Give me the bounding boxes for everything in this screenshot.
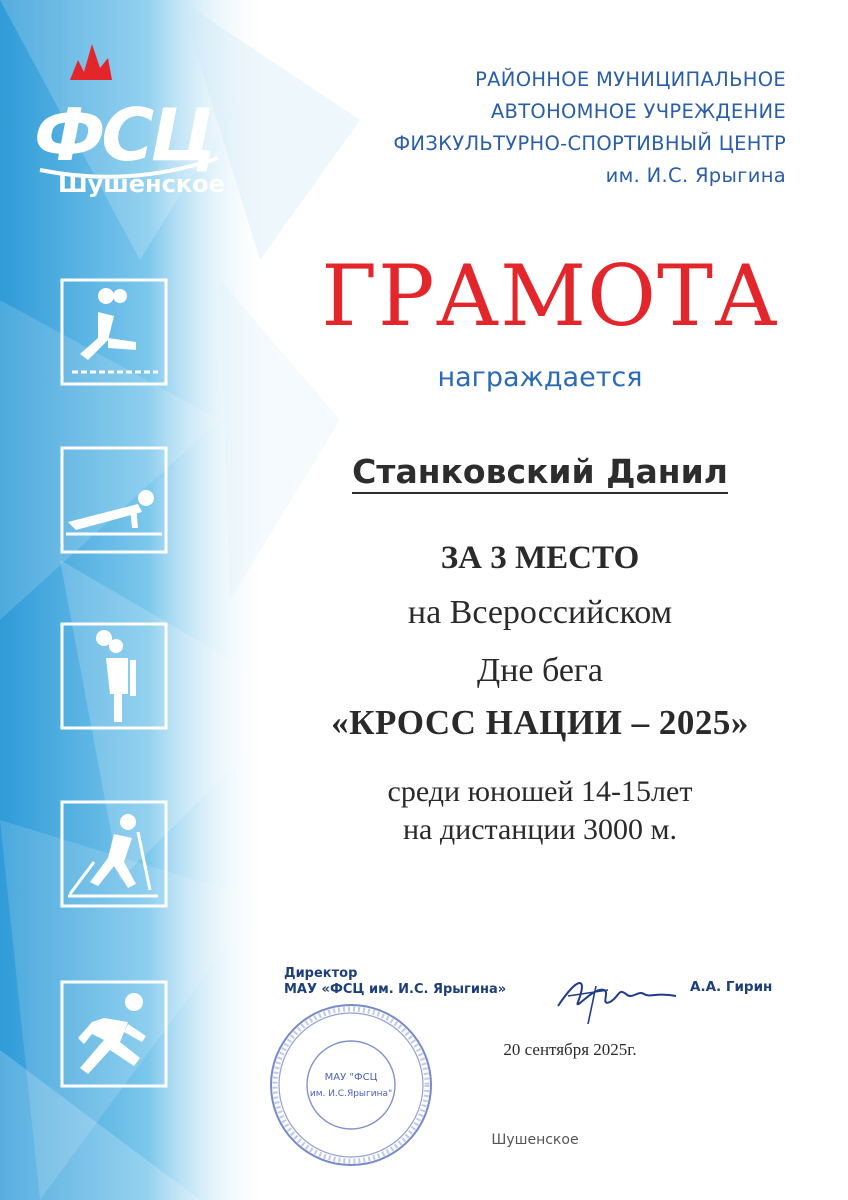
event-line-2: Дне бега xyxy=(477,652,603,689)
org-line-4: им. И.С. Ярыгина xyxy=(605,164,786,187)
logo-text: ФСЦ xyxy=(34,93,214,177)
skier-icon xyxy=(58,798,170,910)
runner-icon xyxy=(58,978,170,1090)
org-line-2: АВТОНОМНОЕ УЧРЕЖДЕНИЕ xyxy=(490,100,786,123)
distance-line: на дистанции 3000 м. xyxy=(403,813,677,846)
city-name: Шушенское xyxy=(491,1132,579,1148)
place-line: ЗА 3 МЕСТО xyxy=(440,540,640,576)
director-block xyxy=(284,966,506,998)
recipient-name: Станковский Данил xyxy=(280,450,800,494)
category-line: среди юношей 14-15лет xyxy=(387,775,693,808)
kettlebell-lifter-icon xyxy=(58,620,170,732)
director-name: А.А. Гирин xyxy=(690,979,773,995)
organization-header xyxy=(316,64,786,192)
director-role: Директор xyxy=(284,966,358,981)
event-line-1: на Всероссийском xyxy=(407,594,673,631)
volleyball-player-icon xyxy=(58,276,170,388)
issue-date: 20 сентября 2025г. xyxy=(503,1040,637,1059)
event-name: «КРОСС НАЦИИ – 2025» xyxy=(331,703,749,742)
awarded-label: награждается xyxy=(437,362,643,393)
org-line-3: ФИЗКУЛЬТУРНО-СПОРТИВНЫЙ ЦЕНТР xyxy=(393,132,786,155)
stamp-line-2: им. И.С.Ярыгина" xyxy=(309,1089,393,1099)
stamp-line-1: МАУ "ФСЦ xyxy=(324,1072,378,1083)
org-line-1: РАЙОННОЕ МУНИЦИПАЛЬНОЕ xyxy=(475,68,786,91)
fsc-logo xyxy=(30,38,230,203)
push-up-icon xyxy=(58,444,170,556)
official-stamp xyxy=(266,1000,436,1170)
certificate-title: ГРАМОТА xyxy=(321,247,779,345)
handwritten-signature xyxy=(548,966,688,1026)
logo-subtitle: Шушенское xyxy=(58,170,225,198)
director-institution: МАУ «ФСЦ им. И.С. Ярыгина» xyxy=(284,982,507,997)
